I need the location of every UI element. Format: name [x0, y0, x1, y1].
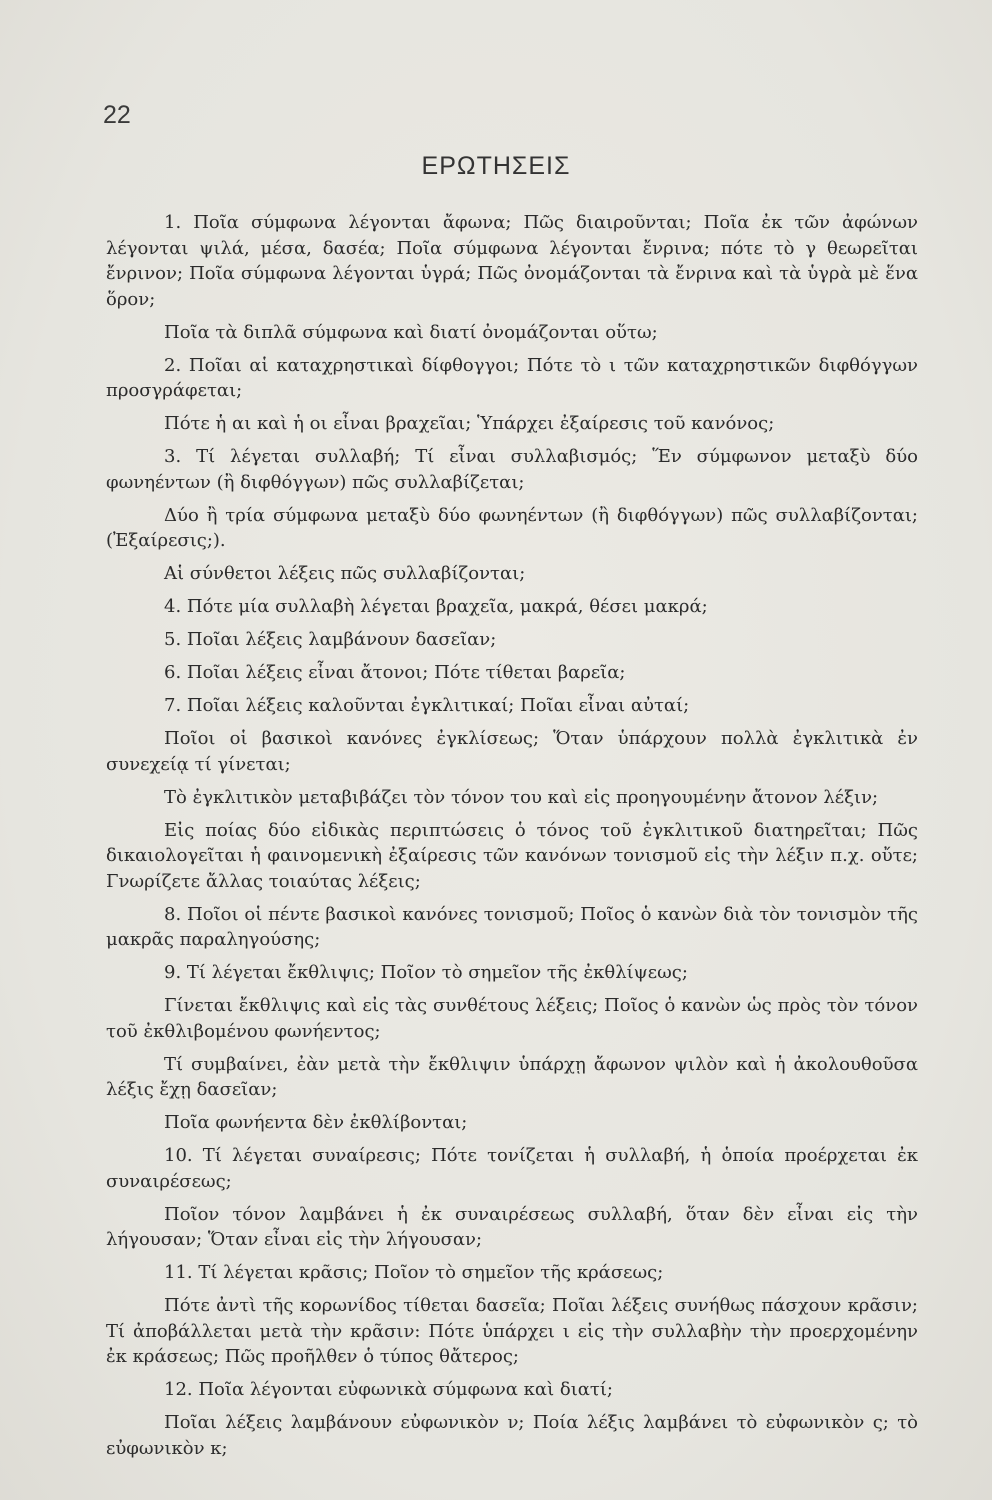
paragraph-q10-b: Ποῖον τόνον λαμβάνει ἡ ἐκ συναιρέσεως συλλαβή, ὅταν δὲν εἶναι εἰς τὴν λήγουσαν; Ὅταν εἶναι εἰς τὴν λήγουσαν; [106, 1203, 918, 1250]
paragraph-q7-a: 7. Ποῖαι λέξεις καλοῦνται ἐγκλιτικαί; Ποῖαι εἶναι αὐταί; [164, 695, 690, 716]
paragraph-q1-b: Ποῖα τὰ διπλᾶ σύμφωνα καὶ διατί ὀνομάζονται οὕτω; [164, 321, 658, 343]
page-number: 22 [103, 101, 131, 129]
paragraph-q2-b: Πότε ἡ αι καὶ ἡ οι εἶναι βραχεῖαι; Ὑπάρχει ἐξαίρεσις τοῦ κανόνος; [164, 413, 775, 434]
paragraph-q3-c: Αἱ σύνθετοι λέξεις πῶς συλλαβίζονται; [164, 563, 526, 584]
paragraph-q10-a: 10. Τί λέγεται συναίρεσις; Πότε τονίζεται ἡ συλλαβή, ἡ ὁποία προέρχεται ἐκ συναιρέσεως; [106, 1145, 918, 1192]
paragraph-q3-b: Δύο ἢ τρία σύμφωνα μεταξὺ δύο φωνηέντων (ἢ διφθόγγων) πῶς συλλαβίζονται; (Ἐξαίρεσις;). [106, 504, 918, 551]
paragraph-q4: 4. Πότε μία συλλαβὴ λέγεται βραχεῖα, μακρά, θέσει μακρά; [164, 596, 708, 617]
paragraph-q12-b: Ποῖαι λέξεις λαμβάνουν εὐφωνικὸν ν; Ποία λέξις λαμβάνει τὸ εὐφωνικὸν ς; τὸ εὐφωνικὸν κ; [106, 1412, 918, 1459]
paragraph-q8: 8. Ποῖοι οἱ πέντε βασικοὶ κανόνες τονισμοῦ; Ποῖος ὁ κανὼν διὰ τὸν τονισμὸν τῆς μακρᾶς παραληγούσης; [106, 903, 918, 950]
paragraph-q3-a: 3. Τί λέγεται συλλαβή; Τί εἶναι συλλαβισμός; Ἕν σύμφωνον μεταξὺ δύο φωνηέντων (ἢ διφθόγγων) πῶς συλλαβίζεται; [106, 446, 918, 493]
paragraph-q6: 6. Ποῖαι λέξεις εἶναι ἄτονοι; Πότε τίθεται βαρεῖα; [164, 662, 626, 683]
paragraph-q7-d: Εἰς ποίας δύο εἰδικὰς περιπτώσεις ὁ τόνος τοῦ ἐγκλιτικοῦ διατηρεῖται; Πῶς δικαιολογεῖται ἡ φαινομενικὴ ἐξαίρεσις τῶν κανόνων τονισμοῦ εἰς τὴν λέξιν π.χ. οὔτε; Γνωρίζετε ἄλλας τοιαύτας λέξεις; [106, 819, 918, 892]
paragraph-q9-a: 9. Τί λέγεται ἔκθλιψις; Ποῖον τὸ σημεῖον τῆς ἐκθλίψεως; [164, 962, 688, 983]
paragraph-q12-a: 12. Ποῖα λέγονται εὐφωνικὰ σύμφωνα καὶ διατί; [164, 1379, 613, 1400]
paragraph-q9-c: Τί συμβαίνει, ἐὰν μετὰ τὴν ἔκθλιψιν ὑπάρχῃ ἄφωνον ψιλὸν καὶ ἡ ἀκολουθοῦσα λέξις ἔχῃ δασεῖαν; [106, 1053, 918, 1100]
paragraph-q9-b: Γίνεται ἔκθλιψις καὶ εἰς τὰς συνθέτους λέξεις; Ποῖος ὁ κανὼν ὡς πρὸς τὸν τόνον τοῦ ἐκθλιβομένου φωνήεντος; [106, 995, 918, 1042]
paragraph-q11-b: Πότε ἀντὶ τῆς κορωνίδος τίθεται δασεῖα; Ποῖαι λέξεις συνήθως πάσχουν κρᾶσιν; Τί ἀποβάλλεται μετὰ τὴν κρᾶσιν: Πότε ὑπάρχει ι εἰς τὴν συλλαβὴν τὴν προερχομένην ἐκ κράσεως; Πῶς προῆλθεν ὁ τύπος θἄτερος; [106, 1295, 918, 1367]
questions-body [106, 210, 918, 1469]
paragraph-q7-c: Τὸ ἐγκλιτικὸν μεταβιβάζει τὸν τόνον του καὶ εἰς προηγουμένην ἄτονον λέξιν; [164, 786, 879, 808]
paragraph-q9-d: Ποῖα φωνήεντα δὲν ἐκθλίβονται; [164, 1112, 468, 1133]
paragraph-q7-b: Ποῖοι οἱ βασικοὶ κανόνες ἐγκλίσεως; Ὅταν ὑπάρχουν πολλὰ ἐγκλιτικὰ ἐν συνεχείᾳ τί γίνεται; [106, 728, 918, 775]
section-title: ΕΡΩΤΗΣΕΙΣ [421, 152, 571, 180]
paragraph-q2-a: 2. Ποῖαι αἱ καταχρηστικαὶ δίφθογγοι; Πότε τὸ ι τῶν καταχρηστικῶν διφθόγγων προσγράφεται; [106, 354, 918, 401]
paragraph-q11-a: 11. Τί λέγεται κρᾶσις; Ποῖον τὸ σημεῖον τῆς κράσεως; [164, 1262, 664, 1283]
paragraph-q1-a: 1. Ποῖα σύμφωνα λέγονται ἄφωνα; Πῶς διαιροῦνται; Ποῖα ἐκ τῶν ἀφώνων λέγονται ψιλά, μέσα, δασέα; Ποῖα σύμφωνα λέγονται ἔνρινα; πότε τὸ γ θεωρεῖται ἔνρινον; Ποῖα σύμφωνα λέγονται ὑγρά; Πῶς ὀνομάζονται τὰ ἔνρινα καὶ τὰ ὑγρὰ μὲ ἕνα ὅρον; [106, 212, 918, 310]
paragraph-q5: 5. Ποῖαι λέξεις λαμβάνουν δασεῖαν; [164, 629, 497, 650]
